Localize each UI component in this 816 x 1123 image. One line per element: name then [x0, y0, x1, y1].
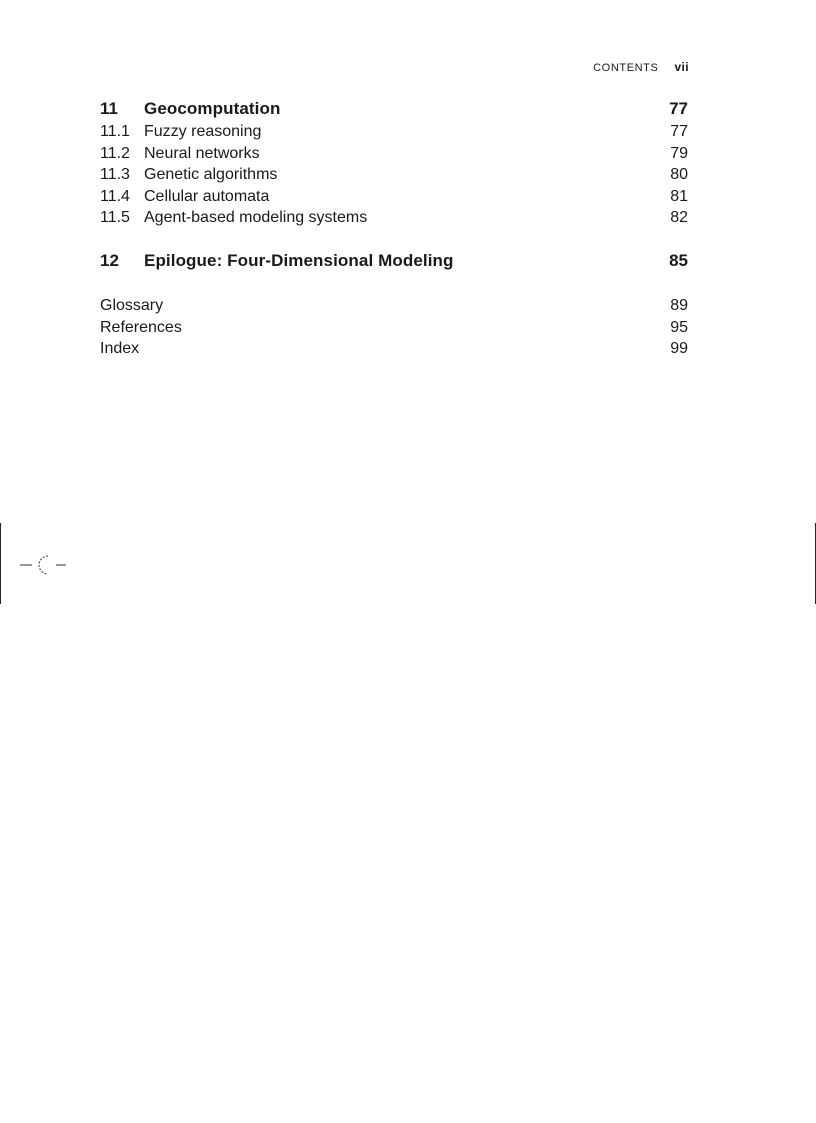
- section-page: 79: [670, 144, 688, 162]
- toc-chapter-11[interactable]: [100, 97, 688, 121]
- section-number: 11.2: [100, 144, 130, 162]
- table-of-contents: [100, 97, 688, 360]
- section-title: Agent-based modeling systems: [144, 209, 368, 227]
- section-number: 11.1: [100, 123, 130, 140]
- chapter-page: 77: [669, 99, 688, 118]
- toc-references[interactable]: [100, 317, 688, 339]
- backmatter-title: Index: [100, 340, 140, 358]
- section-number: 11.3: [100, 166, 130, 184]
- page-folio: vii: [674, 60, 689, 74]
- running-head-label: CONTENTS: [593, 62, 659, 74]
- running-head: [593, 60, 689, 74]
- toc-chapter-12[interactable]: [100, 249, 688, 273]
- toc-section-11-3[interactable]: [100, 164, 688, 186]
- backmatter-title: Glossary: [100, 296, 164, 314]
- chapter-number: 11: [100, 99, 118, 118]
- toc-section-11-1[interactable]: [100, 121, 688, 143]
- section-title: Genetic algorithms: [144, 166, 278, 184]
- backmatter-title: References: [100, 318, 182, 336]
- chapter-title: Epilogue: Four-Dimensional Modeling: [144, 250, 454, 270]
- chapter-page: 85: [669, 250, 688, 270]
- backmatter-list: [100, 295, 688, 360]
- toc-glossary[interactable]: [100, 295, 688, 317]
- toc-section-11-2[interactable]: [100, 143, 688, 165]
- section-number: 11.4: [100, 187, 130, 205]
- section-title: Fuzzy reasoning: [144, 123, 262, 140]
- backmatter-page: 89: [670, 296, 688, 314]
- chapter-title: Geocomputation: [144, 99, 281, 118]
- crop-mark-left: [0, 523, 1, 604]
- backmatter-page: 95: [670, 318, 688, 336]
- chapter-number: 12: [100, 250, 119, 270]
- backmatter-page: 99: [670, 340, 688, 358]
- section-page: 80: [670, 166, 688, 184]
- section-page: 82: [670, 209, 688, 227]
- toc-section-11-5[interactable]: [100, 207, 688, 229]
- section-page: 77: [670, 123, 688, 140]
- section-title: Neural networks: [144, 144, 260, 162]
- toc-section-11-4[interactable]: [100, 186, 688, 208]
- registration-mark-icon: [20, 553, 68, 577]
- toc-index[interactable]: [100, 338, 688, 360]
- section-title: Cellular automata: [144, 187, 270, 205]
- section-page: 81: [670, 187, 688, 205]
- section-number: 11.5: [100, 209, 130, 227]
